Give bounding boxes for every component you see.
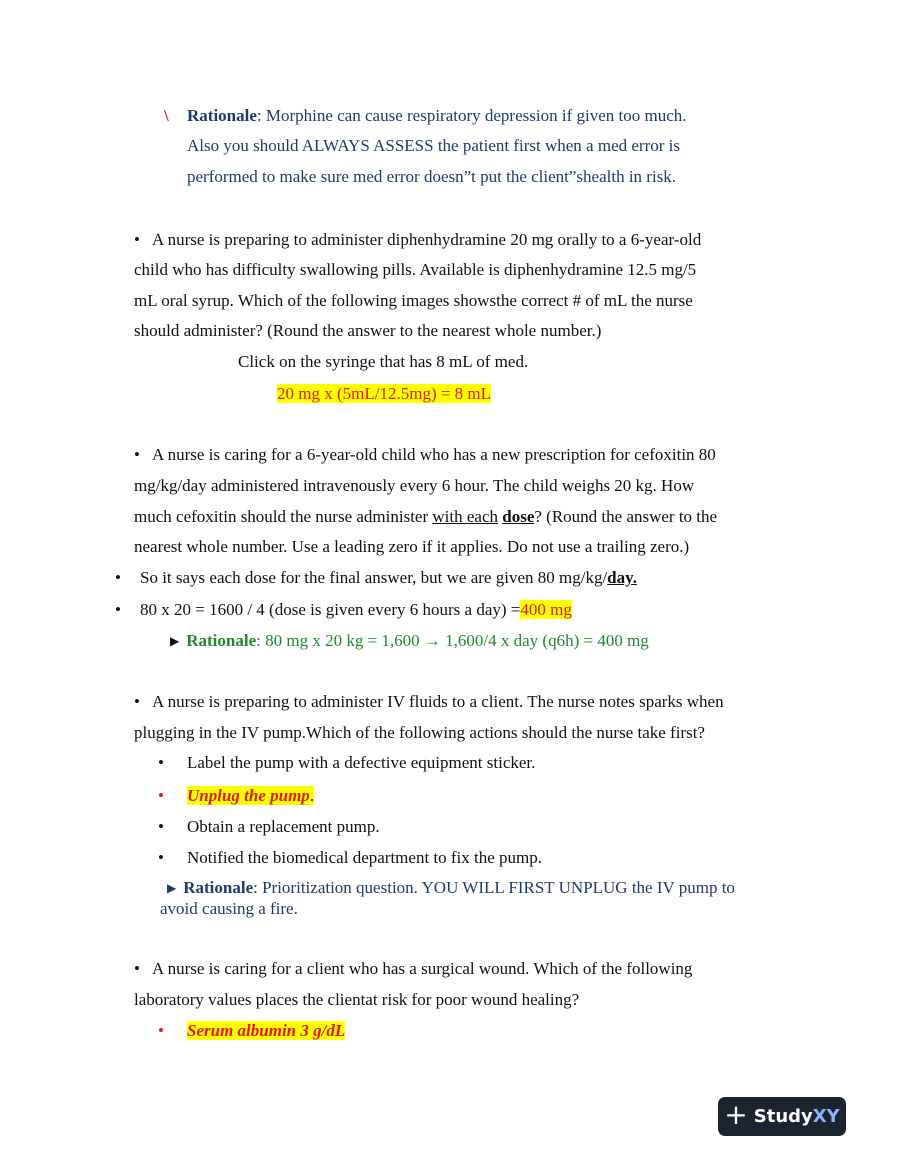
question-2-note-1 [115,568,637,588]
bullet: • [158,786,164,805]
question-4-line-2: laboratory values places the clientat risk for poor wound healing? [134,990,580,1009]
bullet: • [134,959,140,978]
bold-text: dose [502,507,535,526]
option-text: Notified the biomedical department to fix the pump. [187,848,543,867]
question-2-line-4: nearest whole number. Use a leading zero if it applies. Do not use a trailing zero.) [134,537,690,556]
option-text: Label the pump with a defective equipment sticker. [187,753,536,772]
bullet: • [134,230,140,249]
question-1-line-2: child who has difficulty swallowing pills. Available is diphenhydramine 12.5 mg/5 [134,260,697,279]
question-3-rationale-line-2: avoid causing a fire. [160,899,298,918]
rationale-text: : Prioritization question. YOU WILL FIRST UNPLUG the IV pump to [253,878,735,897]
highlighted-answer: 400 mg [520,600,572,619]
question-4-line-1 [134,959,692,979]
note-text: 80 x 20 = 1600 / 4 (dose is given every 6 hours a day) = [140,600,521,619]
correct-answer: Unplug the pump [187,786,310,805]
triangle-bullet-icon: ▶ [170,634,180,648]
rationale-line-1 [187,106,687,126]
rationale-block-morphine [164,106,169,126]
bullet: • [158,1021,164,1040]
question-1-line-4: should administer? (Round the answer to the nearest whole number.) [134,321,602,340]
question-2-line-1 [134,445,716,465]
bullet: • [158,753,164,772]
question-1-instruction: Click on the syringe that has 8 mL of med. [238,352,529,371]
question-2-line-2: mg/kg/day administered intravenously every 6 hour. The child weighs 20 kg. How [134,476,695,495]
question-1-line-1 [134,230,701,250]
question-3-line-2: plugging in the IV pump.Which of the following actions should the nurse take first? [134,723,705,742]
underlined-text: with each [432,507,498,526]
option-2-correct [158,786,314,806]
question-text-end: ? (Round the answer to the [534,507,718,526]
rationale-label: Rationale [183,878,254,897]
bullet: • [134,692,140,711]
rationale-text: : 80 mg x 20 kg = 1,600 → 1,600/4 x day (q6h) = 400 mg [256,631,649,650]
bullet: • [158,817,164,836]
question-text: much cefoxitin should the nurse administer [134,507,433,526]
bullet: • [158,848,164,867]
studyxy-logo[interactable] [718,1097,846,1136]
option-3 [158,817,380,837]
rationale-label: Rationale [187,106,257,125]
question-3-line-1 [134,692,724,712]
option-1 [158,753,535,773]
highlighted-formula: 20 mg x (5mL/12.5mg) = 8 mL [277,384,492,403]
question-4-answer [158,1021,345,1041]
question-text: A nurse is preparing to administer diphenhydramine 20 mg orally to a 6-year-old [152,230,702,249]
question-3-rationale-line-1 [167,878,735,899]
bullet: • [134,445,140,464]
logo-text [754,1106,840,1127]
question-text: A nurse is caring for a client who has a surgical wound. Which of the following [152,959,693,978]
question-2-note-2 [115,600,572,620]
question-2-line-3 [134,507,717,527]
bullet: • [115,600,121,619]
triangle-bullet-icon: ▶ [167,881,177,895]
question-1-formula [277,384,491,404]
question-2-rationale [170,631,649,652]
rationale-line-2: Also you should ALWAYS ASSESS the patient first when a med error is [187,136,680,155]
rationale-line-3: performed to make sure med error doesn”t put the client”shealth in risk. [187,167,677,186]
option-4 [158,848,542,868]
question-text: A nurse is preparing to administer IV fluids to a client. The nurse notes sparks when [152,692,724,711]
question-1-line-3: mL oral syrup. Which of the following images showsthe correct # of mL the nurse [134,291,693,310]
correct-answer: Serum albumin 3 g/dL [187,1021,346,1040]
rationale-text: : Morphine can cause respiratory depression if given too much. [256,106,687,125]
bullet: • [115,568,121,587]
note-text: So it says each dose for the final answer, but we are given 80 mg/kg/ [140,568,608,587]
bold-text: day. [607,568,637,587]
plus-icon: + [724,1098,748,1131]
correction-mark: \ [164,106,169,125]
answer-suffix: . [309,786,315,805]
logo-text-study: Study [753,1106,813,1127]
option-text: Obtain a replacement pump. [187,817,380,836]
logo-text-xy: XY [812,1106,840,1127]
question-text: A nurse is caring for a 6-year-old child who has a new prescription for cefoxitin 80 [152,445,716,464]
rationale-label: Rationale [186,631,257,650]
